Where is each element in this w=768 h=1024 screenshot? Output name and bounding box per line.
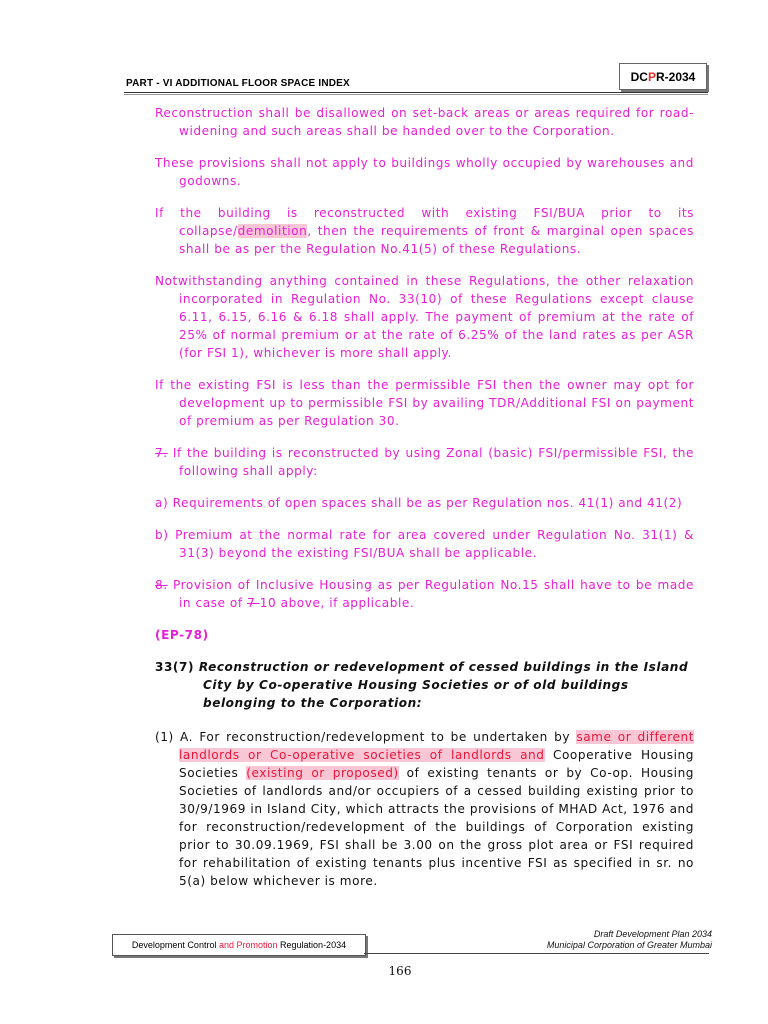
badge-part1: DC bbox=[630, 69, 648, 84]
ep-reference: (EP-78) bbox=[155, 628, 209, 642]
p9-struck-ref: 7 bbox=[247, 596, 260, 610]
paragraph-premium: b) Premium at the normal rate for area covered under Regulation No. 31(1) & 31(3) beyond the existing FSI/BUA shall be applicable. bbox=[155, 528, 694, 560]
footer-regulation-label bbox=[112, 934, 366, 956]
paragraph-reconstructed-fsi bbox=[155, 204, 694, 258]
footer-plan-info bbox=[547, 929, 712, 951]
p3-text-b: , then the requirements of front & marginal open spaces shall be as per the Regulation No.41(5) of these Regulations. bbox=[179, 224, 694, 256]
footer-left-a: Development Control bbox=[131, 940, 217, 950]
clause-1a bbox=[155, 728, 694, 890]
p6-text: If the building is reconstructed by using Zonal (basic) FSI/permissible FSI, the following shall apply: bbox=[167, 446, 694, 478]
badge-part2: P bbox=[647, 69, 656, 84]
document-badge bbox=[619, 63, 707, 90]
p3-highlight: demolition bbox=[237, 224, 308, 238]
clause-1a-text-a: (1) A. For reconstruction/redevelopment to be undertaken by bbox=[155, 730, 577, 744]
page-number: 166 bbox=[388, 964, 412, 978]
paragraph-existing-fsi: If the existing FSI is less than the permissible FSI then the owner may opt for development up to permissible FSI by availing TDR/Additional FSI on payment of premium as per Regulation 30. bbox=[155, 378, 694, 428]
section-heading bbox=[155, 658, 694, 712]
footer-left-red: and Promotion bbox=[218, 940, 278, 950]
clause-1a-text-c: of existing tenants or by Co-op. Housing Societies of landlords and/or occupiers of a cessed building existing prior to 30/9/1969 in Island City, which attracts the provisions of MHAD Act, 1976 and for reconstruction/redevelopment of the buildings of Corporation existing prior to 30.09.1969, FSI shall be 3.00 on the gross plot area or FSI required for rehabilitation of existing tenants plus incentive FSI as specified in sr. no 5(a) below whichever is more. bbox=[179, 766, 695, 888]
footer-right-line1: Draft Development Plan 2034 bbox=[593, 929, 712, 939]
section-title: Reconstruction or redevelopment of cessed buildings in the Island City by Co-operative Housing Societies or of old buildings belonging to the Corporation: bbox=[198, 660, 689, 710]
p9-text-b: 10 above, if applicable. bbox=[259, 596, 415, 610]
p3-text-a: If the building is reconstructed with existing FSI/BUA prior to its collapse/ bbox=[155, 206, 694, 238]
paragraph-notwithstanding: Notwithstanding anything contained in these Regulations, the other relaxation incorporated in Regulation No. 33(10) of these Regulations except clause 6.11, 6.15, 6.16 & 6.18 shall apply. The payment of premium at the rate of 25% of normal premium or at the rate of 6.25% of the land rates as per ASR (for FSI 1), whichever is more shall apply. bbox=[155, 274, 694, 360]
document-body bbox=[155, 104, 694, 890]
clause-1a-highlight-1: same or different landlords or Co-operative societies of landlords and bbox=[179, 730, 694, 762]
clause-1a-text-b: Cooperative Housing Societies bbox=[179, 748, 694, 780]
paragraph-warehouses: These provisions shall not apply to buildings wholly occupied by warehouses and godowns. bbox=[155, 156, 694, 188]
footer-left-b: Regulation-2034 bbox=[280, 940, 347, 950]
header-rule-secondary bbox=[124, 94, 708, 95]
header-rule bbox=[124, 92, 708, 93]
footer-rule bbox=[364, 953, 709, 954]
badge-part3: R-2034 bbox=[656, 69, 696, 84]
page-header-title: PART - VI ADDITIONAL FLOOR SPACE INDEX bbox=[126, 78, 350, 89]
paragraph-zonal-fsi bbox=[155, 444, 694, 480]
paragraph-setback: Reconstruction shall be disallowed on set-back areas or areas required for road-widening and such areas shall be handed over to the Corporation. bbox=[155, 106, 694, 138]
section-number: 33(7) bbox=[155, 660, 195, 674]
p9-struck-number: 8. bbox=[155, 578, 168, 592]
paragraph-open-spaces: a) Requirements of open spaces shall be as per Regulation nos. 41(1) and 41(2) bbox=[155, 496, 683, 510]
p9-text-a: Provision of Inclusive Housing as per Regulation No.15 shall have to be made in case of bbox=[167, 578, 694, 610]
clause-1a-highlight-2: (existing or proposed) bbox=[246, 766, 399, 780]
paragraph-inclusive-housing bbox=[155, 576, 694, 612]
p6-struck-number: 7. bbox=[155, 446, 168, 460]
footer-right-line2: Municipal Corporation of Greater Mumbai bbox=[546, 940, 712, 950]
